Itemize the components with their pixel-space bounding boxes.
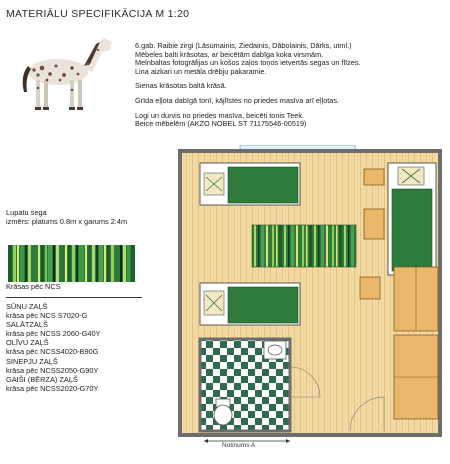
ncs-name: GAIŠI (BĒRZA) ZAĻŠ xyxy=(6,374,78,384)
notes-line: Logi un durvis no priedes masīva, beicēti tonis Teek. xyxy=(135,110,305,120)
notes-paragraph-4 xyxy=(135,112,445,129)
material-notes xyxy=(135,42,445,135)
notes-line: Lina aizkari un metāla drēbju pakaramie. xyxy=(135,66,267,76)
notes-paragraph-1 xyxy=(135,42,445,76)
rug-spec xyxy=(6,208,127,226)
ncs-code: krāsa pēc NCSS2050-G90Y xyxy=(6,365,99,375)
table xyxy=(360,277,380,299)
notes-paragraph-3 xyxy=(135,97,445,106)
ncs-code: krāsa pēc NCSS2020-G70Y xyxy=(6,383,99,393)
dimension-label: Notinums A xyxy=(222,442,256,449)
toilet-icon xyxy=(214,399,232,425)
notes-line: 6.gab. Raibie zirgi (Lāsumainis, Ziedainis, Dābolainis, Dārks, utml.) xyxy=(135,41,352,50)
nightstand xyxy=(364,169,384,185)
ncs-code: krāsa pēc NCS S7020-G xyxy=(6,311,88,321)
sink-icon xyxy=(264,341,286,359)
rug-icon xyxy=(8,245,135,282)
ncs-heading: Krāsas pēc NCS xyxy=(6,282,61,291)
rug-size: izmērs: platums 0.8m x garums 2.4m xyxy=(6,217,128,226)
notes-line: Melnbaltas fotogrāfijas un košos zaļos toņos ietvertās segas un flīzes. xyxy=(135,58,361,68)
rug-title: Lupatu sega xyxy=(6,208,47,217)
ncs-code: krāsa pēc NCSS4020-B90G xyxy=(6,347,99,357)
ncs-color-list xyxy=(6,302,100,393)
divider xyxy=(6,297,142,298)
bed-icon xyxy=(388,163,436,275)
notes-line: Mēbeles balti krāsotas, ar beicētām dabīga koka virsmām. xyxy=(135,49,324,59)
rug-icon xyxy=(252,225,356,267)
ncs-code: krāsa pēc NCSS 2060-G40Y xyxy=(6,329,101,339)
table xyxy=(364,209,384,239)
ncs-name: SŪNU ZAĻŠ xyxy=(6,302,48,311)
bed-icon xyxy=(200,163,300,205)
notes-line: Grīda eļļota dabīgā tonī, kājlīstes no priedes masīva arī eļļotas. xyxy=(135,95,340,105)
notes-paragraph-2 xyxy=(135,82,445,91)
bed-icon xyxy=(200,283,300,325)
ncs-name: SALĀTZAĻŠ xyxy=(6,320,48,330)
page-title: MATERIĀLU SPECIFIKĀCIJA M 1:20 xyxy=(6,8,190,20)
ncs-name: SINEPJU ZAĻŠ xyxy=(6,356,58,366)
ncs-name: OLĪVU ZAĻŠ xyxy=(6,338,49,348)
notes-line: Beice mēbelēm (AKZO NOBEL ST 71175546-00519) xyxy=(135,119,307,129)
horse-photo xyxy=(12,28,120,114)
floor-plan xyxy=(150,145,450,445)
notes-line: Sienas krāsotas baltā krāsā. xyxy=(135,81,227,91)
